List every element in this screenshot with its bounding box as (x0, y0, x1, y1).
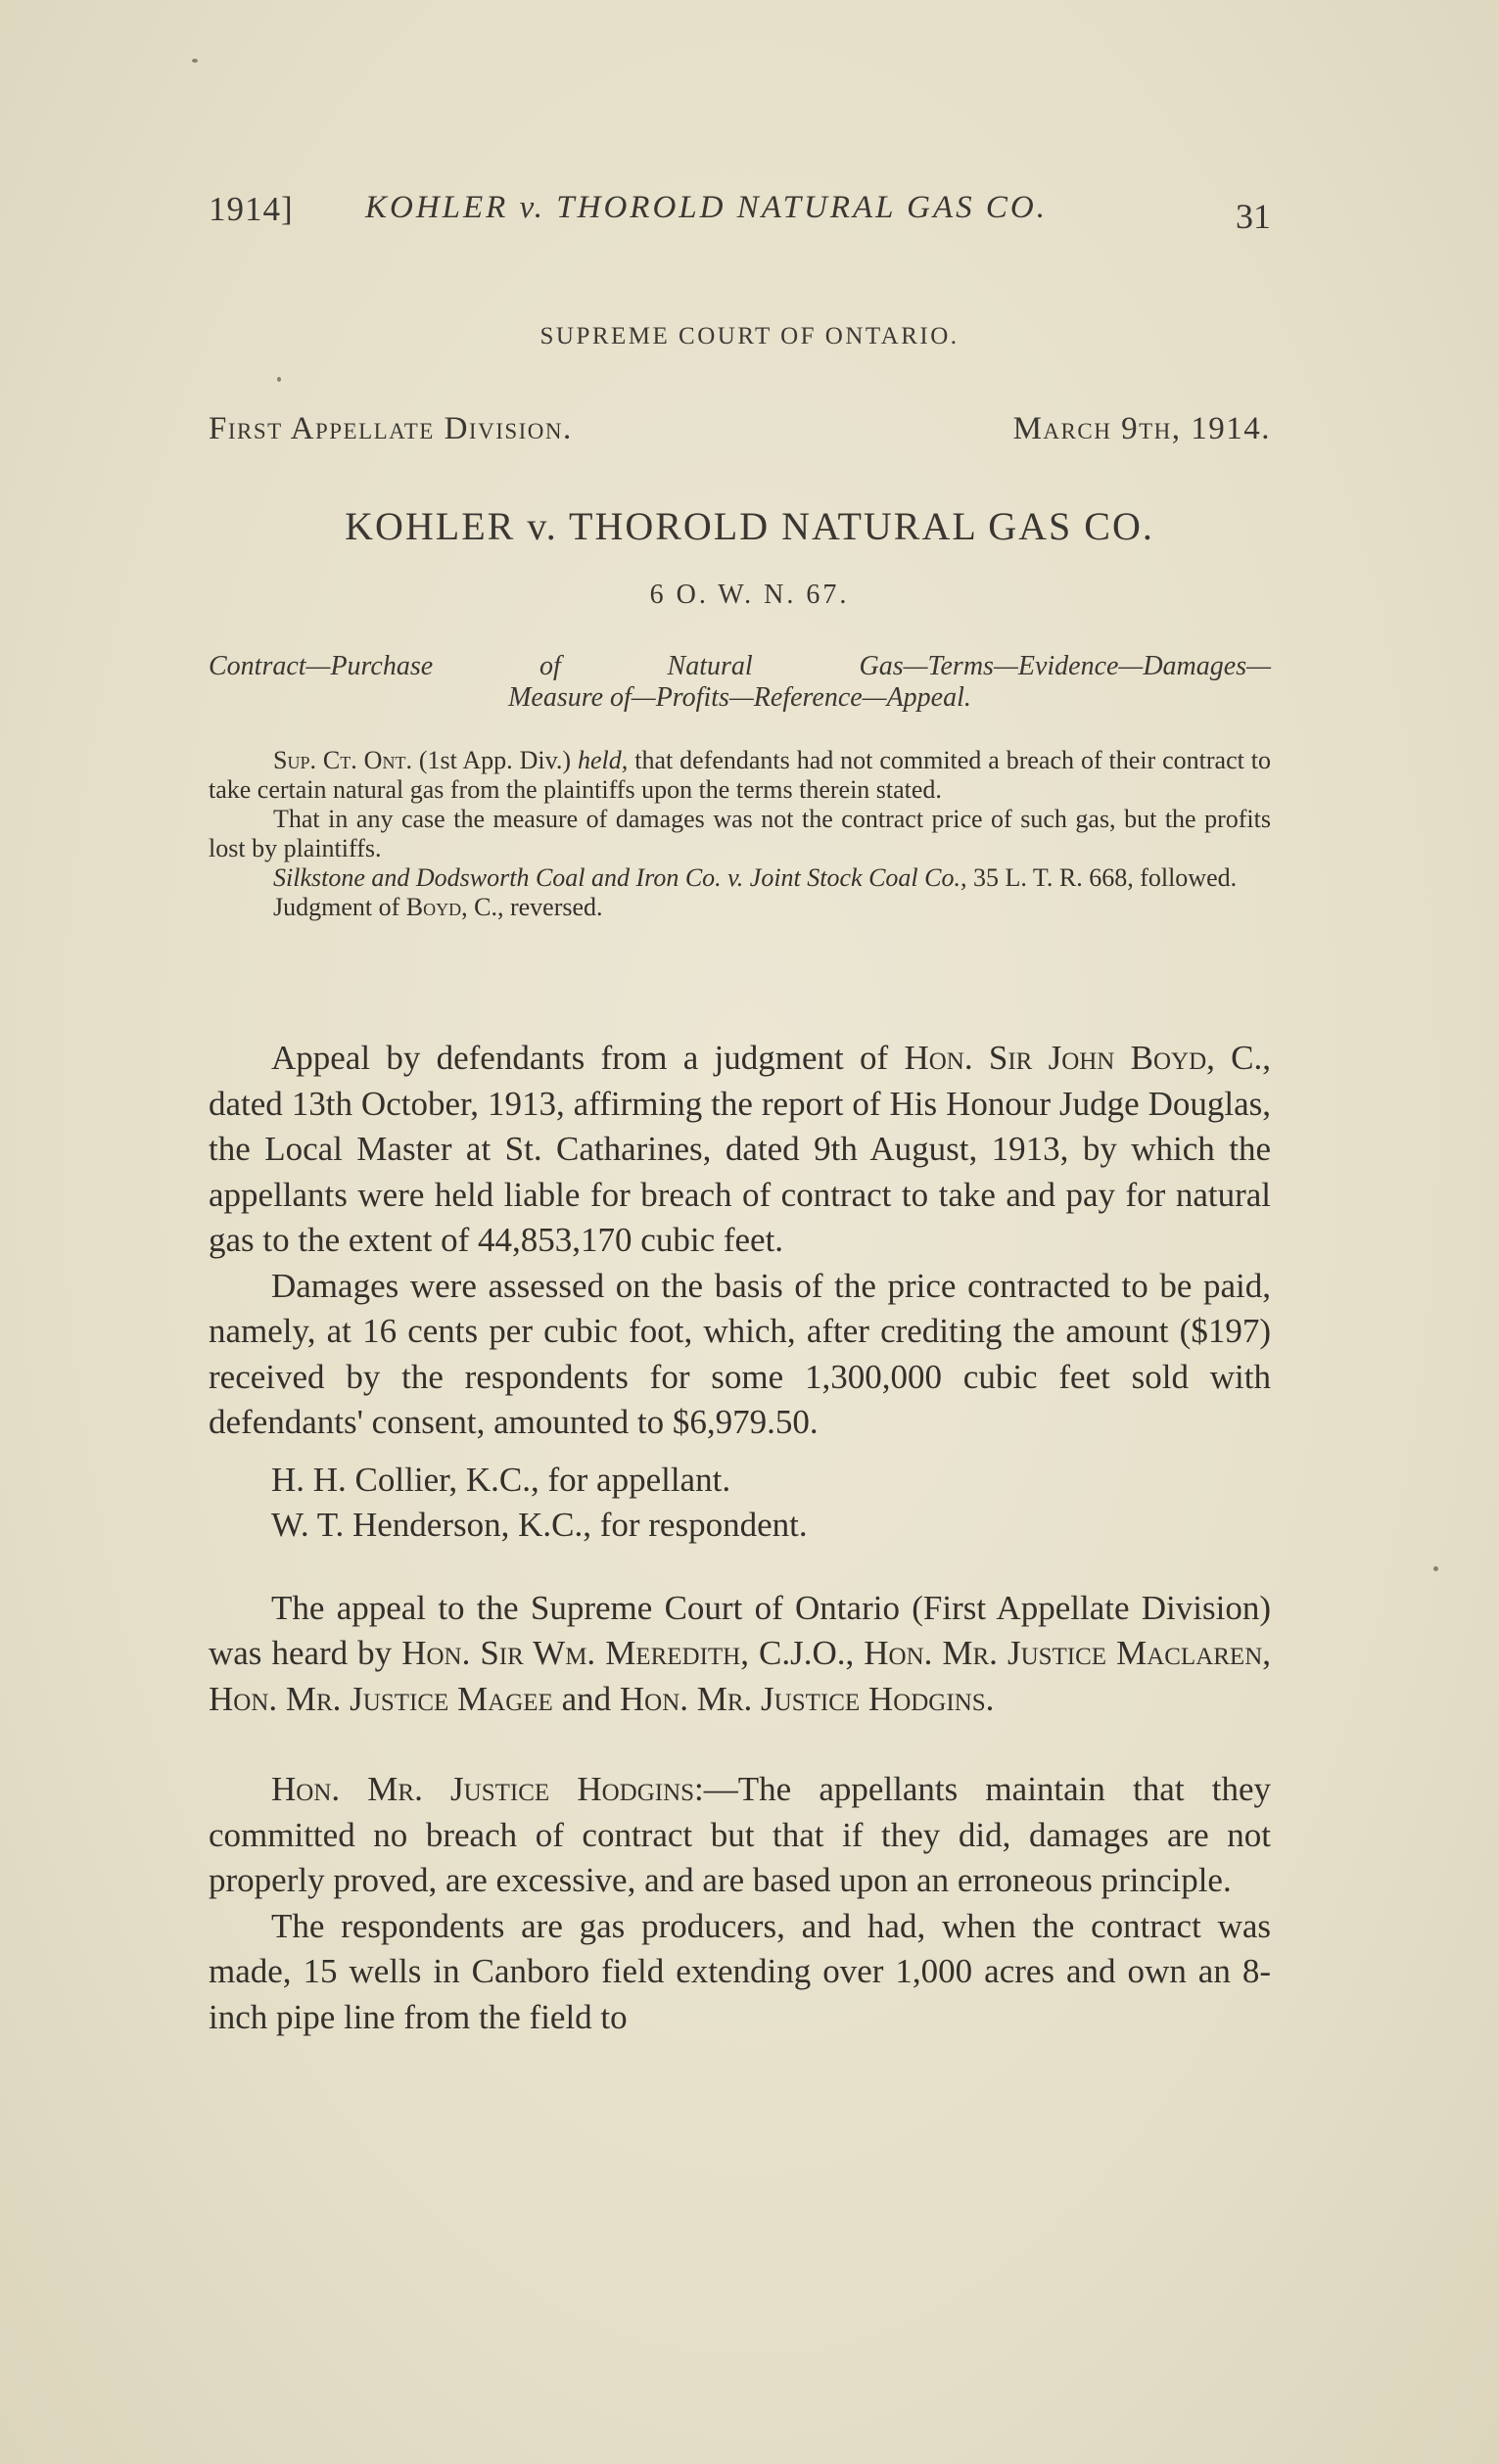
body-paragraph: The respondents are gas producers, and had, when the contract was made, 15 wells in Canboro field extending over 1,000 acres and own an 8-inch pipe line from the field to (209, 1906, 1271, 2036)
counsel-appellant: H. H. Collier, K.C., for appellant. (271, 1460, 731, 1499)
headnote-text: C., reversed. (467, 893, 603, 921)
body-text-run: :—The appellants maintain that they committed no breach of contract but that if they did, damages are not properly proved, are excessive, and are based upon an erroneous principle. (209, 1770, 1271, 1899)
judge-name: Hon. Mr. Justice Hodgins. (619, 1679, 995, 1718)
citation: 6 O. W. N. 67. (649, 580, 850, 610)
page-number: 31 (1236, 197, 1271, 236)
body-text-run: The appeal to the Supreme Court of Ontario (First Appellate Division) was heard by (209, 1588, 1271, 1672)
headnote-text: that defendants had not commited a breach of their contract to take certain natural gas from the plaintiffs upon the terms therein stated. (209, 746, 1272, 804)
headnote-paragraph (209, 746, 1271, 805)
division-name: First Appellate Division. (209, 411, 573, 446)
body-text (209, 1036, 1271, 2040)
running-head (209, 186, 1271, 235)
paper-speck (192, 59, 198, 63)
headnote-held: held, (578, 746, 629, 774)
headnote-text: 35 L. T. R. 668, followed. (966, 863, 1238, 892)
body-text-run: and (552, 1679, 620, 1718)
spacer (209, 1722, 1271, 1767)
catchwords (209, 651, 1271, 714)
headnote (209, 746, 1271, 922)
headnote-paragraph (209, 893, 1271, 922)
body-paragraph: Damages were assessed on the basis of the price contracted to be paid, namely, at 16 cents per cubic foot, which, after crediting the amount ($197) received by the respondents for some 1,300,000 cubic feet sold with defendants' consent, amounted to $6,979.50. (209, 1266, 1271, 1441)
judge-name: Boyd, (405, 893, 468, 921)
body-paragraph (209, 1036, 1271, 1264)
body-paragraph (209, 1767, 1271, 1904)
headnote-paragraph: That in any case the measure of damages was not the contract price of such gas, but the profits lost by plaintiffs. (209, 805, 1271, 862)
judge-name: Hon. Sir John Boyd, (904, 1039, 1215, 1077)
paper-speck (1433, 1566, 1438, 1571)
body-text-run: C., dated 13th October, 1913, affirming the report of His Honour Judge Douglas, the Local Master at St. Catharines, dated 9th August, 1913, by which the appellants were held liable for breach of contract to take and pay for natural gas to the extent of 44,853,170 cubic feet. (209, 1039, 1271, 1259)
body-text-run: C.J.O., (748, 1634, 865, 1672)
judge-name: Hon. Sir Wm. Meredith, (401, 1634, 749, 1672)
catchwords-line-2: Measure of—Profits—Reference—Appeal. (508, 682, 971, 713)
counsel-respondent: W. T. Henderson, K.C., for respondent. (271, 1506, 808, 1544)
court-name: SUPREME COURT OF ONTARIO. (539, 323, 960, 349)
speaker-name: Hon. Mr. Justice Hodgins (271, 1770, 695, 1808)
spacer (209, 1549, 1271, 1586)
headnote-paragraph (209, 863, 1271, 893)
judge-name: Hon. Mr. Justice Maclaren, Hon. Mr. Justice Magee (209, 1634, 1271, 1718)
case-title: KOHLER v. THOROLD NATURAL GAS CO. (345, 504, 1154, 548)
headnote-text: Judgment of (273, 893, 406, 921)
running-head-year: 1914] (209, 190, 294, 228)
cited-case: Silkstone and Dodsworth Coal and Iron Co. v. Joint Stock Coal Co., (273, 863, 967, 892)
decision-date: March 9th, 1914. (1012, 411, 1271, 446)
division-line (209, 411, 1271, 447)
catchwords-line-1: Contract—Purchase of Natural Gas—Terms—Evidence—Damages— (209, 651, 1271, 681)
headnote-court: Sup. Ct. Ont. (273, 746, 412, 774)
headnote-text: (1st App. Div.) (411, 746, 579, 774)
spacer (209, 1446, 1271, 1458)
body-text-run: Appeal by defendants from a judgment of (271, 1039, 905, 1077)
paper-speck (277, 377, 281, 382)
running-head-title: KOHLER v. THOROLD NATURAL GAS CO. (365, 190, 1049, 225)
body-paragraph (209, 1586, 1271, 1723)
